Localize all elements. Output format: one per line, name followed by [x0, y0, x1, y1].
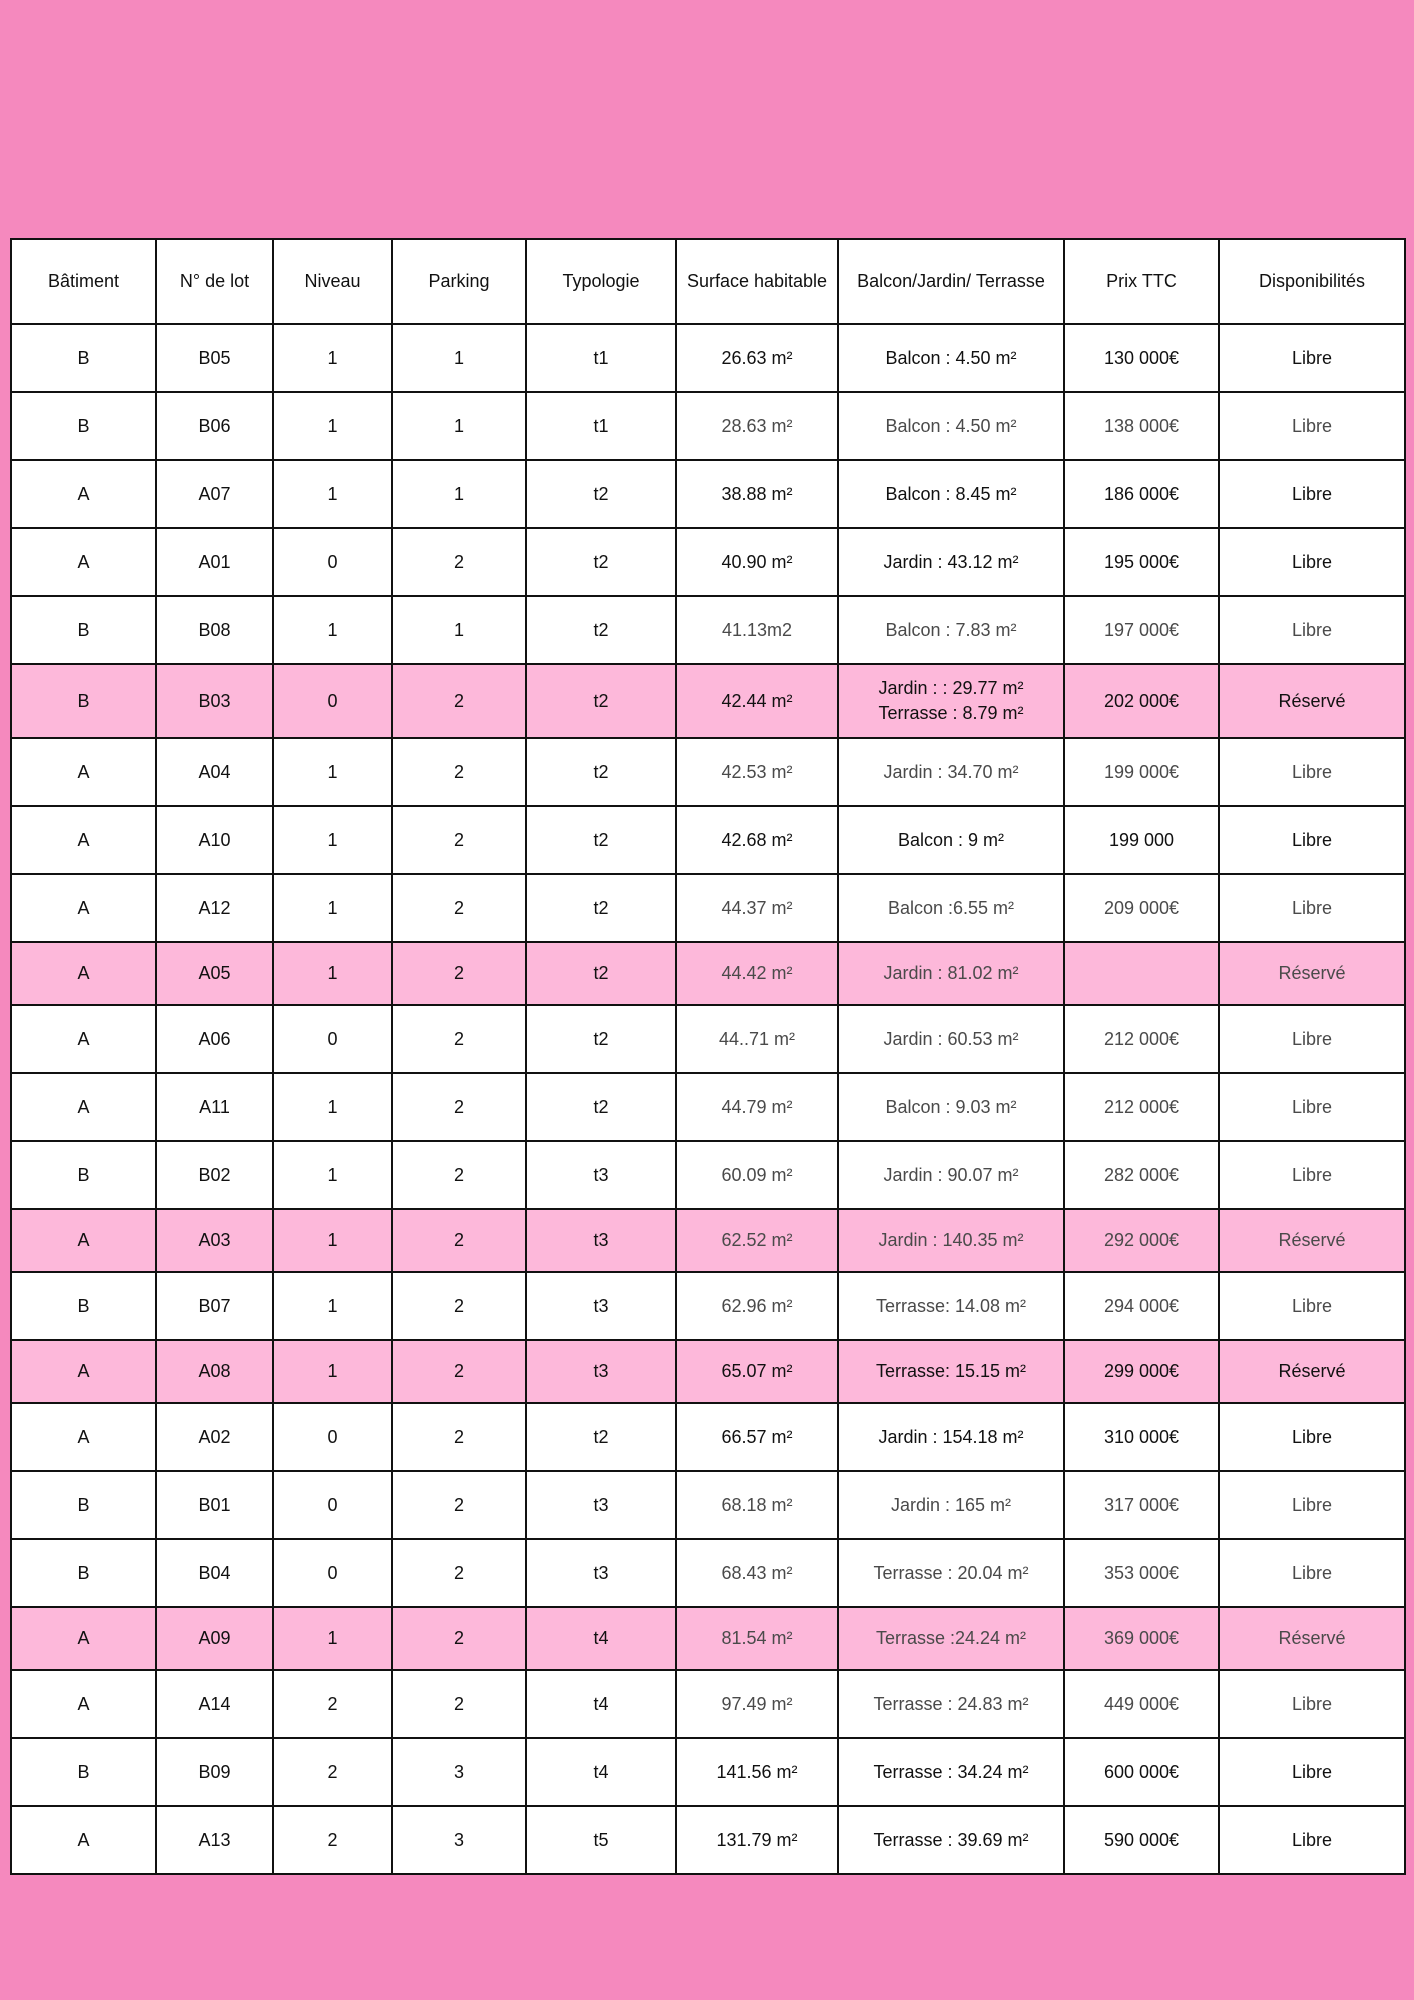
cell-disponibilite: Libre	[1219, 1005, 1405, 1073]
cell-batiment: A	[11, 528, 156, 596]
cell-parking: 2	[392, 806, 526, 874]
cell-exterieur: Jardin : 154.18 m²	[838, 1403, 1064, 1471]
table-row	[11, 1209, 1405, 1272]
cell-surface: 28.63 m²	[676, 392, 838, 460]
cell-typologie: t4	[526, 1738, 676, 1806]
cell-exterieur: Balcon : 8.45 m²	[838, 460, 1064, 528]
cell-prix: 292 000€	[1064, 1209, 1219, 1272]
cell-surface: 42.68 m²	[676, 806, 838, 874]
cell-disponibilite: Réservé	[1219, 1607, 1405, 1670]
cell-lot: B07	[156, 1272, 273, 1340]
cell-niveau: 1	[273, 806, 392, 874]
cell-niveau: 2	[273, 1806, 392, 1874]
table-header-row	[11, 239, 1405, 324]
cell-prix: 212 000€	[1064, 1073, 1219, 1141]
cell-prix: 202 000€	[1064, 664, 1219, 738]
cell-batiment: B	[11, 664, 156, 738]
cell-batiment: B	[11, 1539, 156, 1607]
cell-typologie: t2	[526, 1403, 676, 1471]
cell-lot: A01	[156, 528, 273, 596]
cell-batiment: A	[11, 460, 156, 528]
cell-batiment: A	[11, 806, 156, 874]
cell-niveau: 2	[273, 1670, 392, 1738]
cell-prix: 197 000€	[1064, 596, 1219, 664]
cell-disponibilite: Libre	[1219, 1670, 1405, 1738]
header-surface: Surface habitable	[676, 239, 838, 324]
cell-prix: 299 000€	[1064, 1340, 1219, 1403]
cell-surface: 66.57 m²	[676, 1403, 838, 1471]
cell-typologie: t2	[526, 738, 676, 806]
cell-niveau: 1	[273, 1607, 392, 1670]
cell-surface: 44.37 m²	[676, 874, 838, 942]
cell-disponibilite: Libre	[1219, 1738, 1405, 1806]
cell-parking: 2	[392, 874, 526, 942]
cell-batiment: A	[11, 942, 156, 1005]
cell-parking: 1	[392, 460, 526, 528]
cell-typologie: t2	[526, 942, 676, 1005]
cell-parking: 2	[392, 1209, 526, 1272]
cell-parking: 2	[392, 1403, 526, 1471]
cell-niveau: 0	[273, 664, 392, 738]
cell-typologie: t2	[526, 874, 676, 942]
cell-disponibilite: Libre	[1219, 392, 1405, 460]
cell-parking: 2	[392, 1005, 526, 1073]
table-row	[11, 392, 1405, 460]
cell-parking: 3	[392, 1806, 526, 1874]
cell-batiment: A	[11, 1209, 156, 1272]
cell-exterieur: Jardin : 140.35 m²	[838, 1209, 1064, 1272]
cell-exterieur: Balcon : 4.50 m²	[838, 324, 1064, 392]
cell-parking: 2	[392, 1539, 526, 1607]
cell-lot: A03	[156, 1209, 273, 1272]
cell-lot: B06	[156, 392, 273, 460]
cell-niveau: 1	[273, 596, 392, 664]
cell-exterieur: Terrasse : 20.04 m²	[838, 1539, 1064, 1607]
cell-niveau: 0	[273, 1471, 392, 1539]
table-row	[11, 1670, 1405, 1738]
cell-parking: 2	[392, 738, 526, 806]
cell-typologie: t4	[526, 1670, 676, 1738]
cell-lot: B02	[156, 1141, 273, 1209]
cell-surface: 42.44 m²	[676, 664, 838, 738]
cell-typologie: t3	[526, 1471, 676, 1539]
cell-parking: 3	[392, 1738, 526, 1806]
cell-typologie: t2	[526, 806, 676, 874]
cell-lot: A10	[156, 806, 273, 874]
cell-prix: 199 000	[1064, 806, 1219, 874]
header-lot: N° de lot	[156, 239, 273, 324]
cell-disponibilite: Libre	[1219, 324, 1405, 392]
cell-disponibilite: Libre	[1219, 1539, 1405, 1607]
cell-niveau: 1	[273, 324, 392, 392]
table-row	[11, 874, 1405, 942]
cell-lot: B08	[156, 596, 273, 664]
table-row	[11, 1471, 1405, 1539]
table-row	[11, 324, 1405, 392]
cell-disponibilite: Libre	[1219, 1403, 1405, 1471]
cell-batiment: B	[11, 1141, 156, 1209]
cell-prix: 130 000€	[1064, 324, 1219, 392]
cell-lot: B01	[156, 1471, 273, 1539]
cell-exterieur: Balcon : 7.83 m²	[838, 596, 1064, 664]
cell-exterieur: Jardin : 81.02 m²	[838, 942, 1064, 1005]
cell-batiment: B	[11, 596, 156, 664]
cell-prix: 186 000€	[1064, 460, 1219, 528]
cell-exterieur	[838, 664, 1064, 738]
cell-disponibilite: Libre	[1219, 528, 1405, 596]
cell-lot: A14	[156, 1670, 273, 1738]
table-row	[11, 942, 1405, 1005]
exterieur-line-1: Jardin : : 29.77 m²	[878, 678, 1024, 698]
cell-exterieur: Terrasse: 15.15 m²	[838, 1340, 1064, 1403]
header-disponibilite: Disponibilités	[1219, 239, 1405, 324]
cell-exterieur: Balcon :6.55 m²	[838, 874, 1064, 942]
cell-niveau: 1	[273, 874, 392, 942]
cell-parking: 2	[392, 1141, 526, 1209]
cell-prix: 353 000€	[1064, 1539, 1219, 1607]
cell-lot: A12	[156, 874, 273, 942]
cell-lot: A05	[156, 942, 273, 1005]
cell-surface: 141.56 m²	[676, 1738, 838, 1806]
cell-prix: 369 000€	[1064, 1607, 1219, 1670]
lots-table	[10, 238, 1406, 1875]
cell-batiment: B	[11, 324, 156, 392]
cell-lot: B09	[156, 1738, 273, 1806]
cell-niveau: 1	[273, 460, 392, 528]
cell-typologie: t2	[526, 664, 676, 738]
cell-niveau: 1	[273, 1272, 392, 1340]
cell-exterieur: Balcon : 4.50 m²	[838, 392, 1064, 460]
cell-typologie: t2	[526, 528, 676, 596]
cell-parking: 2	[392, 1272, 526, 1340]
cell-prix: 590 000€	[1064, 1806, 1219, 1874]
table-row	[11, 460, 1405, 528]
cell-exterieur: Jardin : 60.53 m²	[838, 1005, 1064, 1073]
cell-prix: 209 000€	[1064, 874, 1219, 942]
cell-parking: 2	[392, 1471, 526, 1539]
cell-parking: 2	[392, 1073, 526, 1141]
cell-batiment: A	[11, 1670, 156, 1738]
cell-surface: 44.42 m²	[676, 942, 838, 1005]
cell-parking: 2	[392, 1670, 526, 1738]
cell-lot: A06	[156, 1005, 273, 1073]
cell-niveau: 1	[273, 1073, 392, 1141]
cell-niveau: 0	[273, 1403, 392, 1471]
cell-surface: 97.49 m²	[676, 1670, 838, 1738]
cell-batiment: A	[11, 1340, 156, 1403]
cell-surface: 68.18 m²	[676, 1471, 838, 1539]
cell-typologie: t2	[526, 460, 676, 528]
cell-disponibilite: Libre	[1219, 1141, 1405, 1209]
cell-exterieur: Jardin : 43.12 m²	[838, 528, 1064, 596]
cell-surface: 26.63 m²	[676, 324, 838, 392]
cell-disponibilite: Réservé	[1219, 664, 1405, 738]
cell-surface: 42.53 m²	[676, 738, 838, 806]
cell-parking: 1	[392, 324, 526, 392]
cell-niveau: 1	[273, 942, 392, 1005]
header-typologie: Typologie	[526, 239, 676, 324]
cell-prix: 600 000€	[1064, 1738, 1219, 1806]
cell-exterieur: Balcon : 9.03 m²	[838, 1073, 1064, 1141]
cell-lot: A11	[156, 1073, 273, 1141]
table-row	[11, 1539, 1405, 1607]
cell-surface: 41.13m2	[676, 596, 838, 664]
cell-batiment: B	[11, 1471, 156, 1539]
table-row	[11, 1141, 1405, 1209]
cell-prix	[1064, 942, 1219, 1005]
cell-lot: A02	[156, 1403, 273, 1471]
cell-niveau: 1	[273, 738, 392, 806]
cell-exterieur: Terrasse :24.24 m²	[838, 1607, 1064, 1670]
cell-exterieur: Terrasse : 34.24 m²	[838, 1738, 1064, 1806]
cell-surface: 62.96 m²	[676, 1272, 838, 1340]
exterieur-line-2: Terrasse : 8.79 m²	[878, 703, 1024, 723]
table-row	[11, 1806, 1405, 1874]
header-parking: Parking	[392, 239, 526, 324]
cell-typologie: t3	[526, 1539, 676, 1607]
table-row	[11, 1403, 1405, 1471]
cell-disponibilite: Libre	[1219, 1272, 1405, 1340]
cell-lot: A04	[156, 738, 273, 806]
table-row	[11, 664, 1405, 738]
cell-prix: 138 000€	[1064, 392, 1219, 460]
cell-prix: 449 000€	[1064, 1670, 1219, 1738]
cell-batiment: A	[11, 738, 156, 806]
cell-lot: A08	[156, 1340, 273, 1403]
cell-exterieur: Jardin : 165 m²	[838, 1471, 1064, 1539]
cell-surface: 44.79 m²	[676, 1073, 838, 1141]
cell-exterieur: Terrasse : 39.69 m²	[838, 1806, 1064, 1874]
cell-disponibilite: Libre	[1219, 1806, 1405, 1874]
cell-lot: A07	[156, 460, 273, 528]
cell-batiment: A	[11, 1005, 156, 1073]
cell-disponibilite: Libre	[1219, 596, 1405, 664]
header-niveau: Niveau	[273, 239, 392, 324]
cell-lot: A13	[156, 1806, 273, 1874]
cell-batiment: B	[11, 1738, 156, 1806]
cell-typologie: t5	[526, 1806, 676, 1874]
table-row	[11, 1073, 1405, 1141]
table-row	[11, 1340, 1405, 1403]
header-prix: Prix TTC	[1064, 239, 1219, 324]
cell-prix: 282 000€	[1064, 1141, 1219, 1209]
cell-disponibilite: Libre	[1219, 874, 1405, 942]
cell-lot: A09	[156, 1607, 273, 1670]
cell-parking: 2	[392, 942, 526, 1005]
cell-exterieur: Jardin : 34.70 m²	[838, 738, 1064, 806]
cell-typologie: t2	[526, 1005, 676, 1073]
cell-parking: 2	[392, 1340, 526, 1403]
cell-typologie: t3	[526, 1209, 676, 1272]
cell-parking: 1	[392, 596, 526, 664]
cell-typologie: t2	[526, 1073, 676, 1141]
header-exterieur: Balcon/Jardin/ Terrasse	[838, 239, 1064, 324]
cell-niveau: 1	[273, 1141, 392, 1209]
cell-lot: B05	[156, 324, 273, 392]
cell-disponibilite: Libre	[1219, 460, 1405, 528]
cell-surface: 68.43 m²	[676, 1539, 838, 1607]
table-row	[11, 738, 1405, 806]
cell-disponibilite: Réservé	[1219, 1209, 1405, 1272]
table-row	[11, 596, 1405, 664]
lots-sheet	[10, 238, 1404, 1875]
cell-parking: 2	[392, 664, 526, 738]
cell-typologie: t1	[526, 392, 676, 460]
cell-exterieur: Terrasse : 24.83 m²	[838, 1670, 1064, 1738]
cell-batiment: B	[11, 1272, 156, 1340]
cell-batiment: A	[11, 1806, 156, 1874]
cell-typologie: t3	[526, 1272, 676, 1340]
cell-niveau: 0	[273, 1539, 392, 1607]
cell-typologie: t3	[526, 1340, 676, 1403]
cell-surface: 38.88 m²	[676, 460, 838, 528]
cell-exterieur: Jardin : 90.07 m²	[838, 1141, 1064, 1209]
cell-typologie: t4	[526, 1607, 676, 1670]
cell-typologie: t3	[526, 1141, 676, 1209]
cell-typologie: t1	[526, 324, 676, 392]
cell-lot: B03	[156, 664, 273, 738]
cell-disponibilite: Libre	[1219, 806, 1405, 874]
cell-niveau: 2	[273, 1738, 392, 1806]
table-row	[11, 806, 1405, 874]
cell-surface: 60.09 m²	[676, 1141, 838, 1209]
cell-disponibilite: Réservé	[1219, 1340, 1405, 1403]
cell-niveau: 1	[273, 392, 392, 460]
cell-surface: 131.79 m²	[676, 1806, 838, 1874]
cell-batiment: A	[11, 1607, 156, 1670]
cell-prix: 212 000€	[1064, 1005, 1219, 1073]
cell-disponibilite: Libre	[1219, 1073, 1405, 1141]
cell-prix: 310 000€	[1064, 1403, 1219, 1471]
cell-prix: 199 000€	[1064, 738, 1219, 806]
cell-parking: 2	[392, 1607, 526, 1670]
cell-lot: B04	[156, 1539, 273, 1607]
cell-prix: 317 000€	[1064, 1471, 1219, 1539]
cell-batiment: B	[11, 392, 156, 460]
table-row	[11, 1607, 1405, 1670]
cell-batiment: A	[11, 1403, 156, 1471]
cell-surface: 44..71 m²	[676, 1005, 838, 1073]
cell-surface: 81.54 m²	[676, 1607, 838, 1670]
cell-prix: 195 000€	[1064, 528, 1219, 596]
cell-disponibilite: Réservé	[1219, 942, 1405, 1005]
cell-parking: 1	[392, 392, 526, 460]
table-row	[11, 1738, 1405, 1806]
cell-parking: 2	[392, 528, 526, 596]
cell-surface: 65.07 m²	[676, 1340, 838, 1403]
table-row	[11, 528, 1405, 596]
cell-niveau: 0	[273, 1005, 392, 1073]
cell-batiment: A	[11, 1073, 156, 1141]
table-row	[11, 1272, 1405, 1340]
table-body	[11, 324, 1405, 1874]
cell-batiment: A	[11, 874, 156, 942]
cell-exterieur: Balcon : 9 m²	[838, 806, 1064, 874]
cell-exterieur: Terrasse: 14.08 m²	[838, 1272, 1064, 1340]
table-row	[11, 1005, 1405, 1073]
cell-niveau: 0	[273, 528, 392, 596]
cell-prix: 294 000€	[1064, 1272, 1219, 1340]
cell-niveau: 1	[273, 1209, 392, 1272]
cell-typologie: t2	[526, 596, 676, 664]
cell-niveau: 1	[273, 1340, 392, 1403]
cell-disponibilite: Libre	[1219, 1471, 1405, 1539]
header-batiment: Bâtiment	[11, 239, 156, 324]
cell-surface: 62.52 m²	[676, 1209, 838, 1272]
cell-disponibilite: Libre	[1219, 738, 1405, 806]
cell-surface: 40.90 m²	[676, 528, 838, 596]
